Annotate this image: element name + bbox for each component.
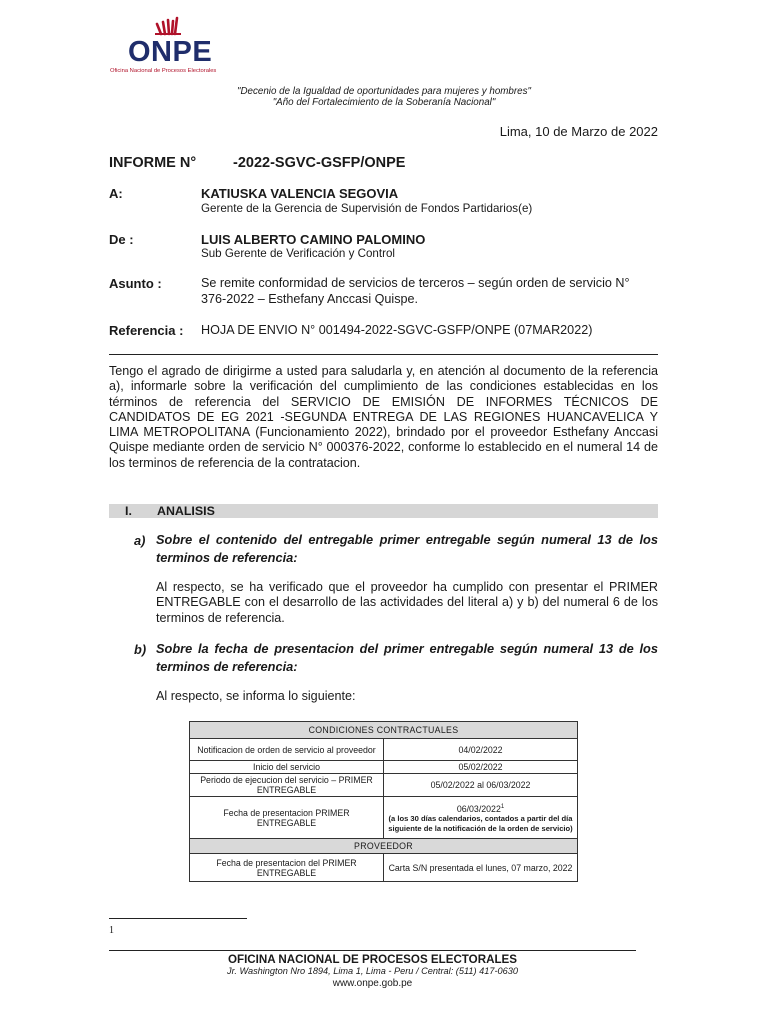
table-row bbox=[190, 854, 578, 882]
table-cell-label: Fecha de presentacion del PRIMER ENTREGABLE bbox=[190, 854, 384, 882]
motto-line-1: "Decenio de la Igualdad de oportunidades para mujeres y hombres" bbox=[237, 86, 531, 97]
presentation-note: (a los 30 días calendarios, contados a partir del día siguiente de la notificación de la orden de servicio) bbox=[388, 814, 573, 834]
table-cell-label: Inicio del servicio bbox=[190, 761, 384, 774]
motto-line-2: "Año del Fortalecimiento de la Soberanía Nacional" bbox=[272, 97, 496, 108]
section-title: ANALISIS bbox=[157, 504, 215, 518]
footnote-mark: 1 bbox=[500, 803, 505, 810]
reference-text: HOJA DE ENVIO N° 001494-2022-SGVC-GSFP/ONPE (07MAR2022) bbox=[201, 323, 593, 337]
table-cell-value: 05/02/2022 al 06/03/2022 bbox=[384, 774, 578, 797]
onpe-logo bbox=[108, 14, 233, 76]
table-cell-value: 05/02/2022 bbox=[384, 761, 578, 774]
from-name: LUIS ALBERTO CAMINO PALOMINO bbox=[201, 232, 426, 247]
section-analisis bbox=[109, 504, 658, 518]
item-b-title: Sobre la fecha de presentacion del primer entregable según numeral 13 de los terminos de referencia: bbox=[156, 641, 658, 674]
table-cell-label: Fecha de presentacion PRIMER ENTREGABLE bbox=[190, 797, 384, 839]
logo-subtitle: Oficina Nacional de Procesos Electorales bbox=[110, 68, 217, 74]
item-a-letter: a) bbox=[134, 533, 146, 548]
section-number: I. bbox=[125, 504, 132, 518]
table-cell-value: Carta S/N presentada el lunes, 07 marzo, 2022 bbox=[384, 854, 578, 882]
table-cell-label: Notificacion de orden de servicio al proveedor bbox=[190, 739, 384, 761]
footnote-number: 1 bbox=[109, 925, 114, 936]
table-row bbox=[190, 774, 578, 797]
informe-heading bbox=[109, 155, 406, 171]
informe-label: INFORME N° bbox=[109, 155, 197, 171]
table-row bbox=[190, 797, 578, 839]
table-row bbox=[190, 739, 578, 761]
reference-label: Referencia : bbox=[109, 323, 184, 338]
from-title: Sub Gerente de Verificación y Control bbox=[201, 247, 395, 260]
item-b-letter: b) bbox=[134, 642, 147, 657]
subject-label: Asunto : bbox=[109, 276, 162, 291]
informe-number: -2022-SGVC-GSFP/ONPE bbox=[233, 155, 406, 171]
intro-paragraph: Tengo el agrado de dirigirme a usted para saludarla y, en atención al documento de la referencia a), informarle sobre la verificación del cumplimiento de las condiciones establecidas en los términos de referencia del SERVICIO DE EMISIÓN DE INFORMES TÉCNICOS DE CANDIDATOS DE EG 2021 -SEGUNDA ENTREGA DE LAS REGIONES HUANCAVELICA Y LIMA METROPOLITANA (Funcionamiento 2022), brindado por el proveedor Esthefany Anccasi Quispe mediante orden de servicio N° 000376-2022, conforme lo establecido en el numeral 14 de los terminos de referencia de la contratacion. bbox=[109, 364, 658, 470]
logo-wordmark: ONPE bbox=[128, 36, 213, 68]
item-a-text: Al respecto, se ha verificado que el proveedor ha cumplido con presentar el PRIMER ENTREGABLE con el desarrollo de las actividades del literal a) y b) del numeral 6 de los terminos de referencia. bbox=[156, 580, 658, 625]
from-label: De : bbox=[109, 232, 134, 247]
table-cell-value: 04/02/2022 bbox=[384, 739, 578, 761]
table-row bbox=[190, 761, 578, 774]
to-name: KATIUSKA VALENCIA SEGOVIA bbox=[201, 186, 399, 201]
to-title: Gerente de la Gerencia de Supervisión de Fondos Partidarios(e) bbox=[201, 202, 533, 215]
footer-website: www.onpe.gob.pe bbox=[332, 978, 413, 989]
footer-divider bbox=[109, 950, 636, 951]
ballot-hand-icon bbox=[153, 14, 187, 38]
presentation-date: 06/03/2022 bbox=[456, 803, 501, 814]
item-b-text: Al respecto, se informa lo siguiente: bbox=[156, 689, 356, 703]
table-row bbox=[190, 839, 578, 854]
table-cell-value bbox=[384, 797, 578, 839]
header-divider bbox=[109, 354, 658, 355]
footer-org: OFICINA NACIONAL DE PROCESOS ELECTORALES bbox=[227, 953, 517, 966]
table-header-provider: PROVEEDOR bbox=[190, 839, 578, 854]
to-label: A: bbox=[109, 186, 123, 201]
footer-address: Jr. Washington Nro 1894, Lima 1, Lima - Peru / Central: (511) 417-0630 bbox=[227, 966, 518, 976]
table-cell-label: Periodo de ejecucion del servicio – PRIMER ENTREGABLE bbox=[190, 774, 384, 797]
subject-text: Se remite conformidad de servicios de terceros – según orden de servicio N° 376-2022 – Esthefany Anccasi Quispe. bbox=[201, 276, 630, 306]
table-header-conditions: CONDICIONES CONTRACTUALES bbox=[190, 722, 578, 739]
document-date: Lima, 10 de Marzo de 2022 bbox=[499, 124, 658, 139]
item-a-title: Sobre el contenido del entregable primer entregable según numeral 13 de los terminos de referencia: bbox=[156, 532, 658, 565]
table-row bbox=[190, 722, 578, 739]
conditions-table bbox=[189, 721, 578, 882]
footnote-divider bbox=[109, 918, 247, 919]
